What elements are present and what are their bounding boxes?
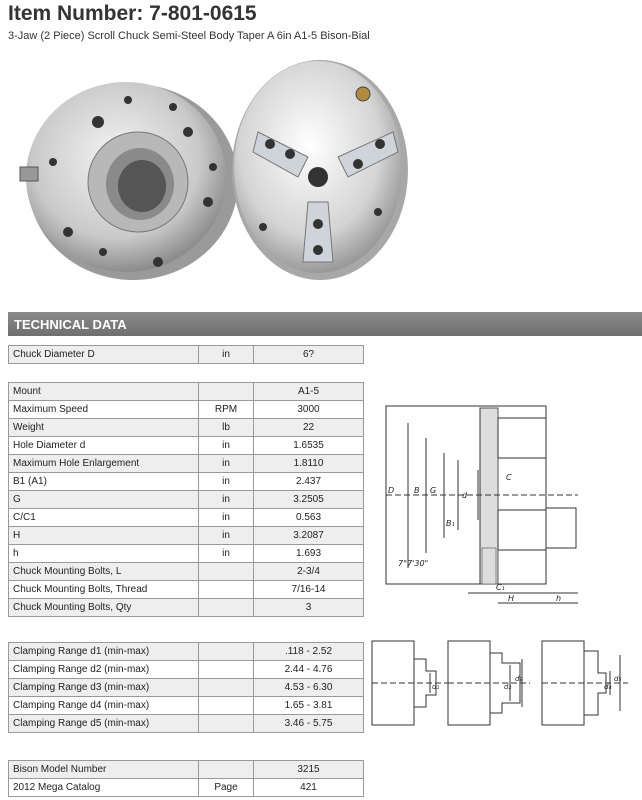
cell-label: Clamping Range d1 (min-max): [9, 643, 199, 661]
label-C: C: [506, 473, 512, 482]
cell-value: 3: [254, 599, 364, 617]
label-d4: d₄: [604, 683, 612, 691]
cell-value: 3.2087: [254, 527, 364, 545]
cell-value: 22: [254, 419, 364, 437]
table-row: [9, 346, 364, 364]
cell-label: G: [9, 491, 199, 509]
table-row: [9, 455, 364, 473]
label-d3: d₃: [515, 675, 523, 683]
product-photo: [8, 52, 408, 292]
table-row: [9, 491, 364, 509]
cell-label: Chuck Diameter D: [9, 346, 199, 364]
label-d: d: [462, 491, 468, 500]
cell-label: Clamping Range d4 (min-max): [9, 697, 199, 715]
cell-label: H: [9, 527, 199, 545]
chuck-front-view: [232, 60, 408, 280]
catalog-table: [8, 760, 364, 797]
cell-value: 1.65 - 3.81: [254, 697, 364, 715]
cell-label: Bison Model Number: [9, 761, 199, 779]
table-row: [9, 643, 364, 661]
cell-unit: RPM: [199, 401, 254, 419]
table-row: [9, 661, 364, 679]
cell-unit: [199, 715, 254, 733]
cell-unit: in: [199, 491, 254, 509]
clamping-range-table: [8, 642, 364, 733]
table-row: [9, 383, 364, 401]
table-row: [9, 697, 364, 715]
cell-unit: in: [199, 473, 254, 491]
label-h: h: [556, 594, 562, 603]
cell-label: Clamping Range d3 (min-max): [9, 679, 199, 697]
cell-value: 0.563: [254, 509, 364, 527]
cell-value: .118 - 2.52: [254, 643, 364, 661]
label-B1: B₁: [446, 519, 455, 528]
cell-value: 7/16-14: [254, 581, 364, 599]
cell-label: Clamping Range d2 (min-max): [9, 661, 199, 679]
specifications-table: [8, 382, 364, 617]
label-angle: 7°7'30": [398, 559, 429, 568]
cell-value: 1.693: [254, 545, 364, 563]
cell-value: 2-3/4: [254, 563, 364, 581]
table-row: [9, 473, 364, 491]
cell-unit: in: [199, 437, 254, 455]
table-row: [9, 563, 364, 581]
cell-value: 1.8110: [254, 455, 364, 473]
cell-unit: in: [199, 346, 254, 364]
cell-unit: in: [199, 545, 254, 563]
cell-label: 2012 Mega Catalog: [9, 779, 199, 797]
cell-unit: in: [199, 527, 254, 545]
cell-label: Maximum Hole Enlargement: [9, 455, 199, 473]
cell-value: 421: [254, 779, 364, 797]
cell-value: 3.46 - 5.75: [254, 715, 364, 733]
cell-value: 3215: [254, 761, 364, 779]
cell-unit: [199, 761, 254, 779]
table-row: [9, 599, 364, 617]
cell-unit: [199, 643, 254, 661]
cell-unit: [199, 697, 254, 715]
cell-unit: Page: [199, 779, 254, 797]
table-row: [9, 401, 364, 419]
cell-value: 4.53 - 6.30: [254, 679, 364, 697]
label-G: G: [430, 486, 437, 495]
dimension-diagram: [378, 398, 610, 610]
cell-unit: [199, 679, 254, 697]
table-row: [9, 437, 364, 455]
cell-unit: [199, 581, 254, 599]
label-d1: d₁: [432, 683, 440, 691]
technical-data-header: TECHNICAL DATA: [8, 312, 642, 336]
chuck-back-view: [20, 82, 238, 280]
cell-label: Mount: [9, 383, 199, 401]
page-subtitle: 3-Jaw (2 Piece) Scroll Chuck Semi-Steel Body Taper A 6in A1-5 Bison-Bial: [8, 30, 370, 42]
cell-unit: [199, 661, 254, 679]
table-row: [9, 779, 364, 797]
cell-unit: [199, 563, 254, 581]
cell-unit: in: [199, 509, 254, 527]
cell-label: Weight: [9, 419, 199, 437]
cell-value: 3.2505: [254, 491, 364, 509]
cell-label: Clamping Range d5 (min-max): [9, 715, 199, 733]
table-row: [9, 581, 364, 599]
cell-value: 2.437: [254, 473, 364, 491]
label-d2: d₂: [504, 683, 512, 691]
cell-value: 1.6535: [254, 437, 364, 455]
table-row: [9, 715, 364, 733]
jaw-diagrams: [370, 637, 632, 729]
label-d5: d₅: [614, 675, 622, 683]
chuck-diameter-table: [8, 345, 364, 364]
label-D: D: [388, 486, 395, 495]
cell-label: Hole Diameter d: [9, 437, 199, 455]
table-row: [9, 761, 364, 779]
cell-unit: [199, 383, 254, 401]
label-H: H: [508, 594, 515, 603]
cell-value: A1-5: [254, 383, 364, 401]
label-C1: C₁: [496, 583, 505, 592]
cell-label: B1 (A1): [9, 473, 199, 491]
cell-label: Chuck Mounting Bolts, L: [9, 563, 199, 581]
page-title: Item Number: 7-801-0615: [8, 2, 257, 25]
table-row: [9, 419, 364, 437]
cell-unit: lb: [199, 419, 254, 437]
cell-label: Chuck Mounting Bolts, Thread: [9, 581, 199, 599]
cell-label: C/C1: [9, 509, 199, 527]
table-row: [9, 509, 364, 527]
cell-label: Maximum Speed: [9, 401, 199, 419]
cell-unit: in: [199, 455, 254, 473]
cell-unit: [199, 599, 254, 617]
table-row: [9, 545, 364, 563]
cell-label: Chuck Mounting Bolts, Qty: [9, 599, 199, 617]
table-row: [9, 679, 364, 697]
cell-label: h: [9, 545, 199, 563]
cell-value: 2.44 - 4.76: [254, 661, 364, 679]
cell-value: 6?: [254, 346, 364, 364]
label-B: B: [414, 486, 420, 495]
cell-value: 3000: [254, 401, 364, 419]
table-row: [9, 527, 364, 545]
